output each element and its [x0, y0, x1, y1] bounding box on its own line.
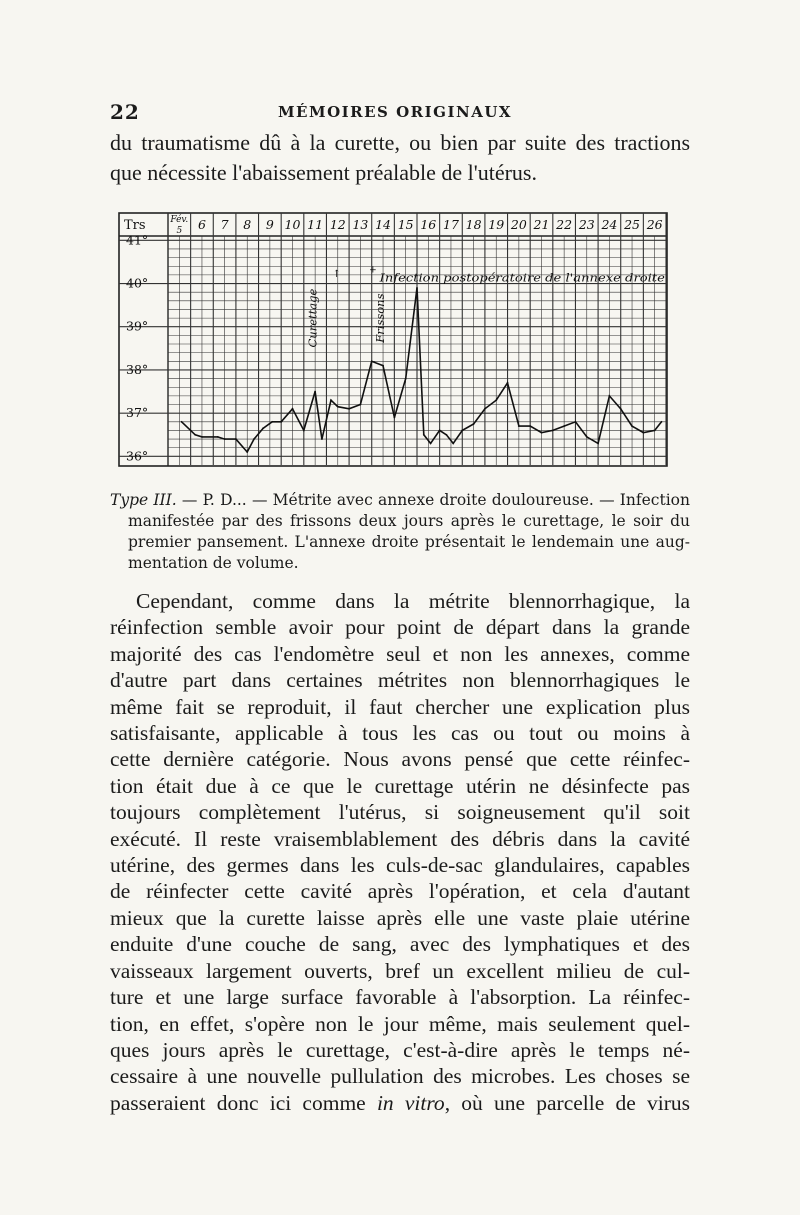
intro-line: que nécessite l'abaissement préalable de l'utérus.	[110, 160, 537, 185]
temperature-point	[609, 395, 611, 397]
y-tick-label: 41°	[126, 232, 149, 248]
caption-line: manifestée par des frissons deux jours après le curettage, le soir du	[128, 512, 690, 530]
x-tick-label: 22	[556, 217, 573, 232]
x-tick-label: 12	[329, 217, 346, 232]
x-tick-label: 18	[465, 217, 482, 232]
page-header	[110, 100, 680, 124]
temperature-point	[423, 434, 425, 436]
temperature-point	[563, 425, 565, 427]
temperature-point	[280, 421, 282, 423]
x-tick-label: 21	[533, 217, 550, 232]
temperature-point	[575, 421, 577, 423]
x-tick-label: 9	[265, 217, 274, 232]
x-tick-label: 25	[624, 217, 640, 232]
body-line: toujours complètement l'utérus, si soigneusement qu'il soit	[110, 800, 690, 825]
temperature-point	[461, 430, 463, 432]
temperature-point	[597, 442, 599, 444]
corner-label: Trs	[124, 218, 146, 233]
body-line: de réinfecter cette cavité après l'opération, et cela d'autant	[110, 879, 690, 904]
x-tick-label: 6	[197, 217, 206, 232]
temperature-point	[194, 434, 196, 436]
x-tick-label: 17	[443, 217, 459, 232]
infection-band-label: Infection postopératoire de l'annexe droite	[378, 271, 666, 285]
x-tick-label: 10	[284, 217, 301, 232]
caption-lead: Type III.	[110, 491, 177, 509]
temperature-point	[224, 438, 226, 440]
temperature-point	[382, 365, 384, 367]
x-tick-label: 14	[375, 217, 391, 232]
body-last-before: passeraient donc ici comme	[110, 1090, 377, 1115]
x-tick-label: 13	[352, 217, 369, 232]
body-line: tion était due à ce que le curettage utérin ne désinfecte pas	[110, 773, 690, 798]
y-tick-label: 40°	[126, 275, 149, 291]
temperature-point	[661, 421, 663, 423]
body-line: mieux que la curette laisse après elle une vaste plaie utérine	[110, 905, 690, 930]
temperature-point	[642, 432, 644, 434]
body-line: ques jours après le curettage, c'est-à-dire après le temps né-	[110, 1037, 690, 1062]
x-tick-label: 8	[243, 217, 252, 232]
x-tick-label: 23	[578, 217, 595, 232]
body-line: ture et une large surface favorable à l'absorption. La réinfec-	[110, 985, 690, 1010]
page-number: 22	[110, 100, 140, 124]
temperature-point	[246, 451, 248, 453]
temperature-point	[235, 438, 237, 440]
intro-paragraph	[110, 128, 690, 188]
temperature-point	[181, 421, 183, 423]
body-line: tion, en effet, s'opère non le jour même, mais seulement quel-	[110, 1011, 690, 1036]
chart-frame	[119, 213, 667, 466]
temperature-chart	[118, 212, 668, 467]
temperature-point	[654, 430, 656, 432]
temperature-point	[586, 436, 588, 438]
body-line: satisfaisante, applicable à tous les cas ou tout ou moins à	[110, 721, 690, 746]
temperature-point	[393, 417, 395, 419]
temperature-point	[631, 425, 633, 427]
intro-line: du traumatisme dû à la curette, ou bien par suite des tractions	[110, 130, 690, 155]
body-line: Cependant, comme dans la métrite blennorrhagique, la	[136, 589, 690, 613]
body-last-after: , où une parcelle de virus	[444, 1090, 690, 1115]
x-tick-label: 11	[307, 217, 324, 232]
body-last-italic: in vitro	[376, 1090, 445, 1115]
body-paragraph	[110, 588, 690, 1116]
temperature-point	[303, 430, 305, 432]
temperature-point	[314, 391, 316, 393]
y-tick-label: 39°	[126, 318, 149, 334]
body-line: même fait se reproduit, il faut chercher une explication plus	[110, 694, 690, 719]
y-tick-label: 37°	[126, 405, 149, 421]
temperature-point	[507, 382, 509, 384]
x-tick-label: 20	[510, 217, 527, 232]
temperature-point	[452, 442, 454, 444]
temperature-point	[430, 442, 432, 444]
caption-line	[110, 490, 690, 511]
caption-line: mentation de volume.	[128, 554, 299, 572]
temperature-point	[330, 399, 332, 401]
body-line: d'autre part dans certaines métrites non blennorrhagiques le	[110, 668, 690, 693]
y-tick-label: 38°	[126, 361, 149, 377]
caption-line1-rest: — P. D... — Métrite avec annexe droite douloureuse. — Infection	[176, 491, 690, 509]
x-tick-label: 19	[488, 217, 505, 232]
temperature-point	[262, 427, 264, 429]
temperature-point	[217, 436, 219, 438]
x-tick-label: 16	[420, 217, 437, 232]
temperature-point	[321, 438, 323, 440]
temperature-point	[446, 434, 448, 436]
temperature-point	[371, 360, 373, 362]
body-line: utérine, des germes dans les culs-de-sac glandulaires, capables	[110, 853, 690, 878]
x-tick-label: 26	[646, 217, 663, 232]
body-line: enduite d'une couche de sang, avec des lymphatiques et des	[110, 932, 690, 957]
body-line: exécuté. Il reste vraisemblablement des débris dans la cavité	[110, 826, 690, 851]
x-tick-label: 24	[601, 217, 618, 232]
x-tick-label: 7	[220, 217, 229, 232]
temperature-point	[348, 408, 350, 410]
temperature-point	[337, 406, 339, 408]
temperature-point	[271, 421, 273, 423]
temperature-point	[360, 404, 362, 406]
x-tick-label: Fév. 5	[170, 215, 189, 236]
caption-line: premier pansement. L'annexe droite présentait le lendemain une aug-	[128, 533, 690, 551]
temperature-point	[529, 425, 531, 427]
body-line: réinfection semble avoir pour point de départ dans la grande	[110, 615, 690, 640]
plus-mark: +	[369, 265, 377, 276]
body-line	[110, 1090, 690, 1116]
temperature-point	[473, 423, 475, 425]
arrow-mark: ↑	[332, 269, 341, 281]
running-head: MÉMOIRES ORIGINAUX	[277, 103, 513, 121]
temperature-point	[495, 399, 497, 401]
temperature-point	[416, 287, 418, 289]
temperature-point	[292, 408, 294, 410]
curettage-annotation: Curettage	[305, 288, 320, 348]
temperature-point	[552, 430, 554, 432]
x-tick-label: 15	[397, 217, 414, 232]
body-line: vaisseaux largement ouverts, bref un excellent milieu de cul-	[110, 958, 690, 983]
figure-caption	[110, 490, 690, 574]
frissons-annotation: Frissons	[373, 293, 388, 343]
temperature-point	[620, 408, 622, 410]
temperature-point	[518, 425, 520, 427]
temperature-point	[201, 436, 203, 438]
temperature-point	[439, 430, 441, 432]
body-line: cette dernière catégorie. Nous avons pensé que cette réinfec-	[110, 747, 690, 772]
temperature-point	[484, 408, 486, 410]
temperature-chart-svg	[118, 212, 668, 467]
y-tick-label: 36°	[126, 448, 149, 464]
temperature-point	[253, 438, 255, 440]
body-line: cessaire à une nouvelle pullulation des microbes. Les choses se	[110, 1064, 690, 1089]
body-line: majorité des cas l'endomètre seul et non les annexes, comme	[110, 641, 690, 666]
temperature-point	[405, 378, 407, 380]
temperature-point	[541, 432, 543, 434]
